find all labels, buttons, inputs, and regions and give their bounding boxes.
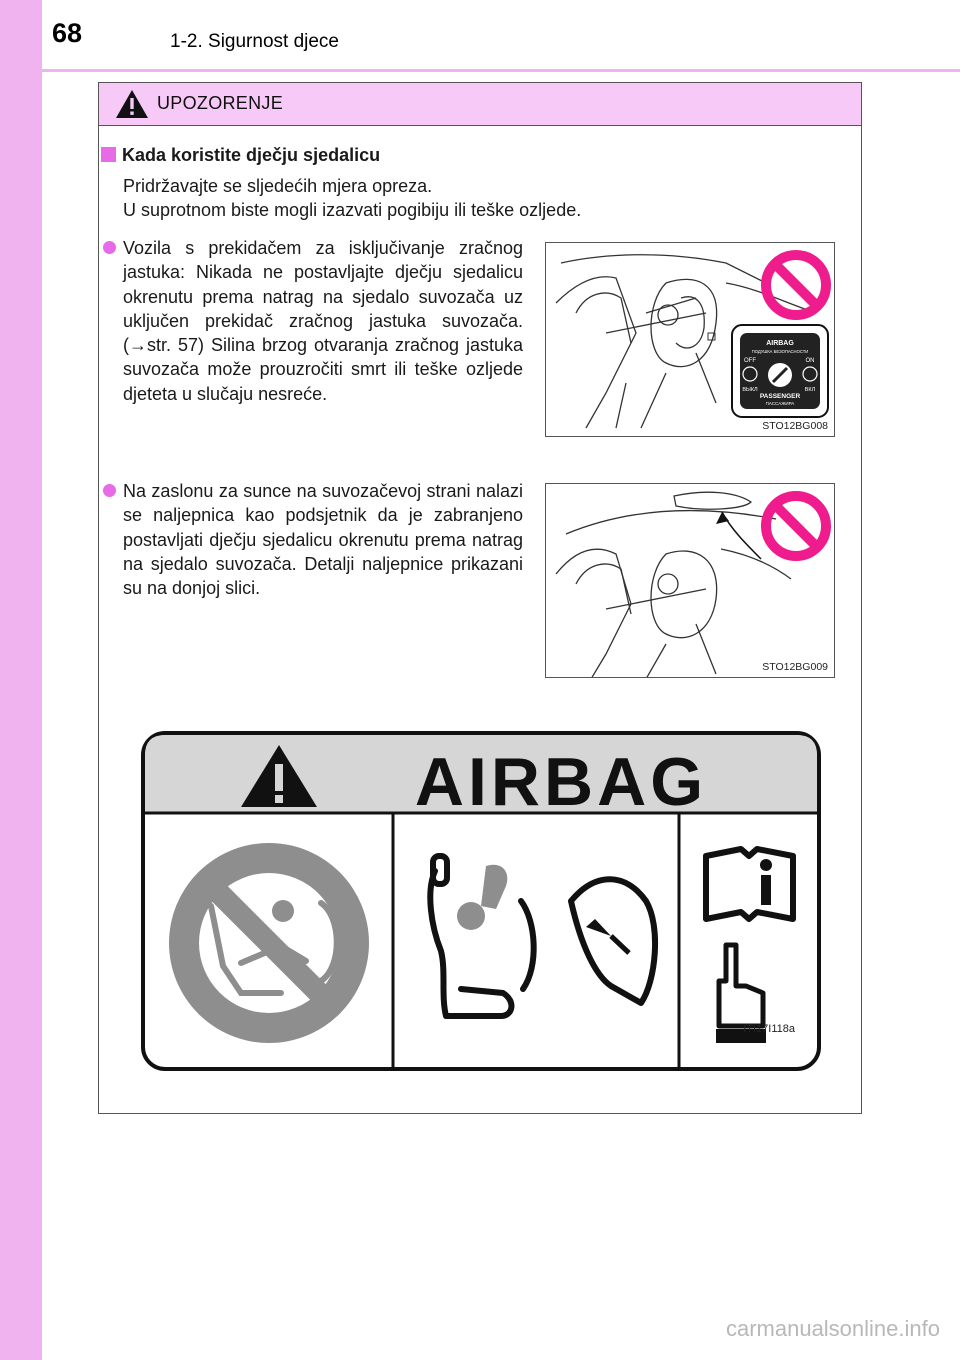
intro-line: U suprotnom biste mogli izazvati pogibiju ili teške ozljede.	[123, 200, 582, 220]
figure-airbag-switch	[545, 242, 835, 437]
switch-passenger-text: PASSENGER	[759, 393, 801, 400]
sun-visor-illustration	[546, 484, 835, 678]
page-number: 68	[52, 18, 83, 48]
switch-on-ru-text: ВКЛ	[804, 387, 816, 393]
square-bullet-icon	[101, 147, 116, 162]
switch-off-ru-text: ВЫКЛ	[742, 387, 758, 393]
intro-line: Pridržavajte se sljedećih mjera opreza.	[123, 176, 433, 196]
car-interior-illustration	[546, 243, 835, 437]
round-bullet-icon	[103, 241, 116, 254]
bullet-item	[103, 236, 523, 406]
switch-on-text: ON	[805, 358, 815, 364]
warning-intro	[123, 174, 843, 222]
switch-airbag-text: AIRBAG	[766, 340, 794, 347]
warning-box	[98, 82, 862, 1114]
figure-code: STO12BG009	[762, 661, 828, 673]
airbag-warning-label	[141, 731, 821, 1073]
round-bullet-icon	[103, 484, 116, 497]
warning-heading: Kada koristite dječju sjedalicu	[101, 145, 380, 166]
prohibition-sign-icon	[766, 496, 826, 556]
switch-off-text: OFF	[744, 358, 756, 364]
bullet-text: Na zaslonu za sunce na suvozačevoj strani nalazi se naljepnica kao podsjetnik da je zabranjeno postavljati dječju sjedalicu okrenutu prema natrag na sjedalo suvozača. Detalji naljepnice prikazani su na donjoj slici.	[123, 481, 523, 599]
airbag-label-illustration	[141, 731, 821, 1073]
bullet-text: Vozila s prekidačem za isključivanje zračnog jastuka: Nikada ne postavljajte dječju sjedalicu okrenutu prema natrag na sjedalo suvozača uz uključen prekidač zračnog jastuka suvozača. (→str. 57) Silina brzog otvaranja zračnog jastuka suvozača može prouzročiti smrt ili teške ozljede djeteta u slučaju nesreće.	[123, 238, 523, 404]
airbag-switch-icon	[732, 325, 828, 417]
switch-passenger-ru-text: ПАССАЖИРА	[765, 401, 795, 406]
figure-code: STO12BG008	[762, 420, 828, 432]
warning-triangle-icon	[115, 89, 149, 119]
airbag-word: AIRBAG	[414, 744, 708, 820]
switch-cyrillic-text: ПОДУШКА БЕЗОПАСНОСТИ	[751, 349, 809, 354]
label-code: ITI17I118a	[743, 1023, 795, 1035]
header-rule	[42, 69, 960, 72]
warning-header	[99, 83, 861, 126]
no-rear-facing-seat-icon	[169, 843, 369, 1043]
figure-sun-visor	[545, 483, 835, 678]
section-title: 1-2. Sigurnost djece	[170, 31, 339, 52]
bullet-item	[103, 479, 523, 600]
warning-title: UPOZORENJE	[157, 93, 284, 113]
footer-watermark: carmanualsonline.info	[725, 1316, 940, 1341]
side-color-strip	[0, 0, 42, 1360]
